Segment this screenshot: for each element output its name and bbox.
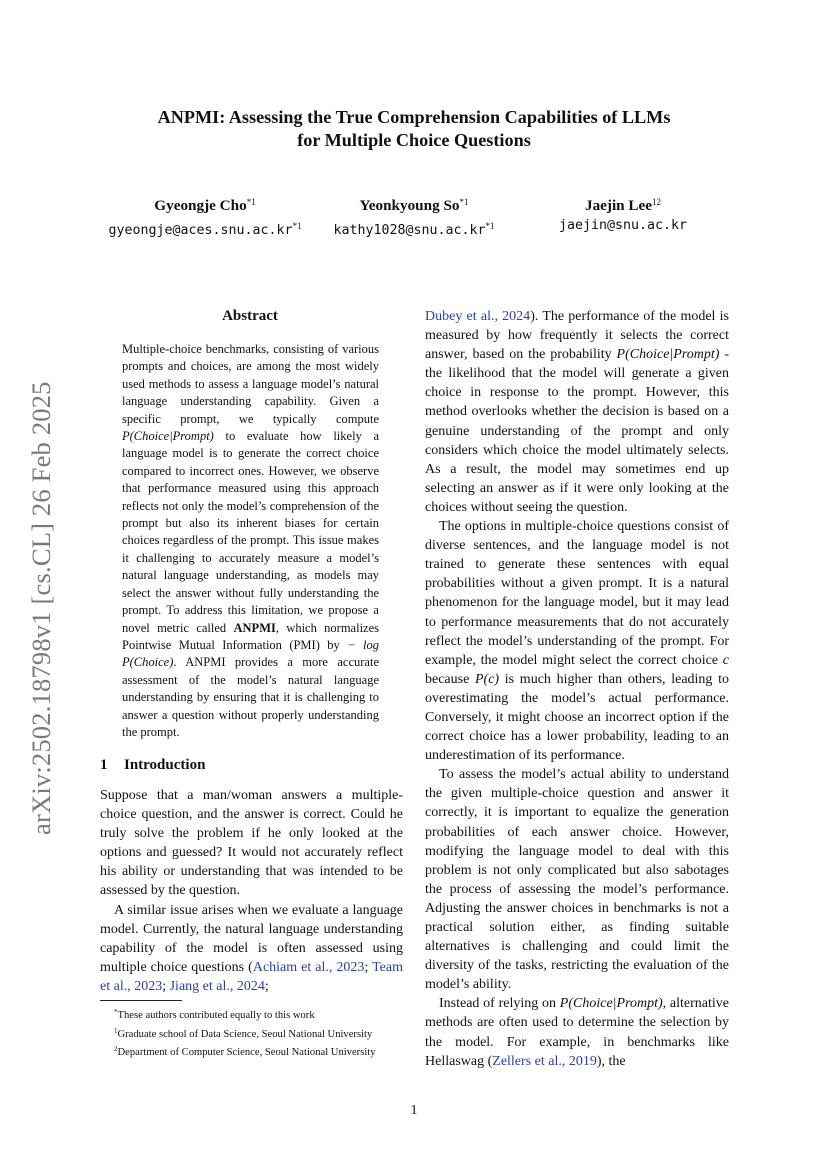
math-expression: − log P(Choice): [122, 637, 379, 670]
title-line-1: ANPMI: Assessing the True Comprehension Capabilities of LLMs: [157, 107, 671, 127]
introduction-right-column: [425, 307, 729, 1071]
paragraph: To assess the model’s actual ability to understand the given multiple-choice question and answer it correctly, it is important to equalize the generation probabilities of each answer choice. However, modifying the language model to deal with this problem is not only complicated but also sabotages the process of assessing the model’s performance. Adjusting the answer choices in benchmarks is not a practical solution either, as finding suitable alternatives is challenging and could limit the diversity of the tasks, restricting the evaluation of the model’s ability.: [425, 767, 729, 993]
email-affiliation-mark: *1: [292, 221, 302, 231]
author-email: gyeongje@aces.snu.ac.kr: [108, 223, 293, 238]
math-expression: c: [722, 652, 729, 668]
title-line-2: for Multiple Choice Questions: [297, 130, 531, 150]
author-name: Yeonkyoung So: [359, 197, 460, 214]
author-3: [548, 192, 698, 236]
section-title: Introduction: [124, 757, 206, 773]
introduction-left-column: [100, 786, 403, 996]
citation-link[interactable]: Dubey et al., 2024: [425, 309, 531, 324]
paper-title: [100, 106, 728, 152]
author-affiliation-mark: 12: [652, 197, 662, 207]
math-expression: P(c): [475, 671, 500, 687]
paragraph: Suppose that a man/woman answers a multiple-choice question, and the answer is correct. Could he truly solve the problem if he only looked at the options and guessed? It would not accurately reflect his ability or understanding that was intended to be assessed by the question.: [100, 788, 403, 899]
metric-name: ANPMI: [233, 620, 276, 635]
paragraph: The options in multiple-choice questions consist of diverse sentences, and the language model is not trained to generate these sentences with equal probabilities without a given prompt. It is a natural phenomenon for the language model, but it may lead to performance measurements that do not accurately reflect the model’s understanding of the prompt. For example, the model might select the correct choice c because P(c) is much higher than others, leading to overestimating the model’s actual performance. Conversely, it might choose an incorrect option if the correct choice has a lower probability, leading to an underestimation of its performance.: [425, 519, 729, 764]
citation-link[interactable]: Team et al., 2023: [100, 959, 404, 994]
footnote-divider: [100, 1000, 182, 1001]
footnote: $^2$Department of Computer Science, Seoul National University: [114, 1045, 376, 1058]
footnotes: [100, 1005, 403, 1061]
author-1: [100, 192, 310, 241]
abstract-body: Multiple-choice benchmarks, consisting of various prompts and choices, are among the most widely used methods to assess a language model’s natural language understanding capability. Given a specific prompt, we typically compute P(Choice|Prompt) to evaluate how likely a language model is to generate the correct choice compared to incorrect ones. However, we observe that performance measured using this approach reflects not only the model’s comprehension of the prompt but also its inherent biases for certain choices regardless of the prompt. This issue makes it challenging to accurately measure a model’s natural language understanding, as models may select the answer without fully understanding the prompt. To address this limitation, we propose a novel metric called ANPMI, which normalizes Pointwise Mutual Information (PMI) by − log P(Choice). ANPMI provides a more accurate assessment of the model’s natural language understanding by ensuring that it is challenging to answer a question without properly understanding the prompt.: [122, 342, 380, 739]
paragraph: A similar issue arises when we evaluate a language model. Currently, the natural language understanding capability of the model is often assessed using multiple choice questions (Achiam et al., 2023; Team et al., 2023; Jiang et al., 2024;: [100, 902, 404, 994]
section-heading-introduction: [100, 755, 400, 775]
abstract-heading: Abstract: [222, 308, 278, 324]
author-email: kathy1028@snu.ac.kr: [333, 223, 486, 238]
paragraph: Instead of relying on P(Choice|Prompt), alternative methods are often used to determine the selection by the model. For example, in benchmarks like Hellaswag (Zellers et al., 2019), the: [425, 996, 730, 1069]
author-name: Gyeongje Cho: [154, 197, 247, 214]
author-2: [324, 192, 504, 241]
author-name: Jaejin Lee: [584, 197, 653, 214]
author-affiliation-mark: *1: [246, 197, 256, 207]
author-affiliation-mark: *1: [459, 197, 469, 207]
section-number: 1: [100, 757, 108, 773]
math-expression: P(Choice|Prompt): [559, 996, 663, 1012]
paragraph: Dubey et al., 2024). The performance of the model is measured by how frequently it selects the correct answer, based on the probability P(Choice|Prompt) - the likelihood that the model will generate a given choice in response to the prompt. However, this method overlooks whether the decision is based on a genuine understanding of the prompt and only considers which choice the model ultimately selects. As a result, the model may sometimes end up selecting an answer as if it were only looking at the choices without seeing the question.: [425, 309, 729, 515]
citation-link[interactable]: Jiang et al., 2024: [169, 978, 265, 994]
citation-link[interactable]: Achiam et al., 2023: [252, 959, 365, 975]
math-expression: P(Choice|Prompt): [616, 347, 720, 363]
email-affiliation-mark: *1: [485, 221, 495, 231]
footnote: *These authors contributed equally to this work: [114, 1008, 315, 1021]
page-number: 1: [410, 1103, 418, 1118]
footnote: $^1$Graduate school of Data Science, Seoul National University: [114, 1026, 373, 1040]
arxiv-identifier: arXiv:2502.18798v1 [cs.CL] 26 Feb 2025: [26, 381, 56, 835]
author-email: jaejin@snu.ac.kr: [558, 218, 688, 233]
citation-link[interactable]: Zellers et al., 2019: [492, 1053, 597, 1069]
math-expression: P(Choice|Prompt): [122, 429, 214, 444]
